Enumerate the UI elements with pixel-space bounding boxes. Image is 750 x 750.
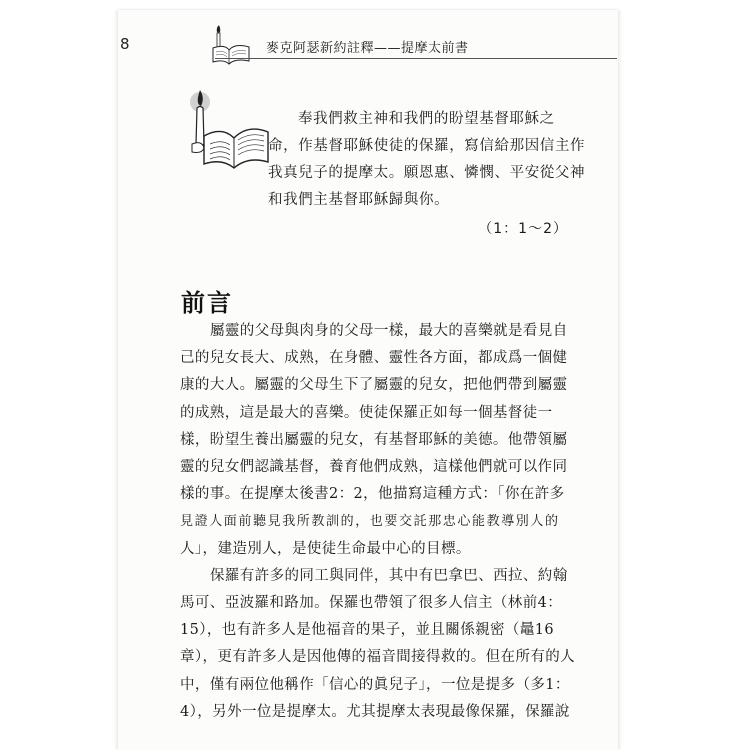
body-line-quote: 見證人面前聽見我所教訓的，也要交託那忠心能教導別人的 [180, 514, 560, 530]
open-book-candle-icon [178, 88, 270, 180]
body-line: 靈的兒女們認識基督，養育他們成熟，這樣他們就可以作同 [180, 459, 568, 476]
body-line: 康的大人。屬靈的父母生下了屬靈的兒女，把他們帶到屬靈 [180, 377, 568, 394]
body-line: 屬靈的父母與肉身的父母一樣，最大的喜樂就是看見自 [210, 323, 568, 339]
scripture-line: 命，作基督耶穌使徒的保羅，寫信給那因信主作 [268, 138, 586, 154]
body-line: 馬可、亞波羅和路加。保羅也帶領了很多人信主（林前4： [180, 595, 563, 612]
scripture-line: 我真兒子的提摩太。願恩惠、憐憫、平安從父神 [268, 165, 586, 181]
body-line: 保羅有許多的同工與同伴，其中有巴拿巴、西拉、約翰 [210, 567, 568, 584]
body-line: 4），另外一位是提摩太。尤其提摩太表現最像保羅，保羅說 [180, 703, 570, 720]
scripture-line: 和我們主基督耶穌歸與你。 [268, 192, 450, 208]
scripture-reference: （1：1～2） [478, 221, 568, 237]
body-line: 的成熟，這是最大的喜樂。使徒保羅正如每一個基督徒一 [180, 404, 553, 421]
body-line: 章），更有許多人是因他傳的福音間接得救的。但在所有的人 [180, 649, 576, 666]
scripture-quote [268, 106, 598, 214]
body-line: 15），也有許多人是他福音的果子，並且關係親密（鼂16 [180, 622, 554, 639]
open-book-candle-icon [205, 22, 253, 66]
section-heading: 前言 [181, 289, 233, 317]
body-line: 人」，建造別人，是使徒生命最中心的目標。 [180, 540, 471, 557]
body-line: 己的兒女長大、成熟，在身體、靈性各方面，都成爲一個健 [180, 350, 568, 367]
page-number: 8 [120, 35, 130, 53]
body-line: 樣的事。在提摩太後書2：2，他描寫這種方式：「你在許多 [180, 486, 565, 503]
header-rule [215, 58, 617, 59]
scripture-line: 奉我們救主神和我們的盼望基督耶穌之 [298, 111, 555, 127]
body-line: 樣，盼望生養出屬靈的兒女，有基督耶穌的美德。他帶領屬 [180, 431, 568, 448]
running-header-title: 麥克阿瑟新約註釋——提摩太前書 [266, 41, 469, 56]
body-line: 中，僅有兩位他稱作「信心的眞兒子」，一位是提多（多1： [180, 676, 570, 693]
body-text [180, 318, 590, 726]
